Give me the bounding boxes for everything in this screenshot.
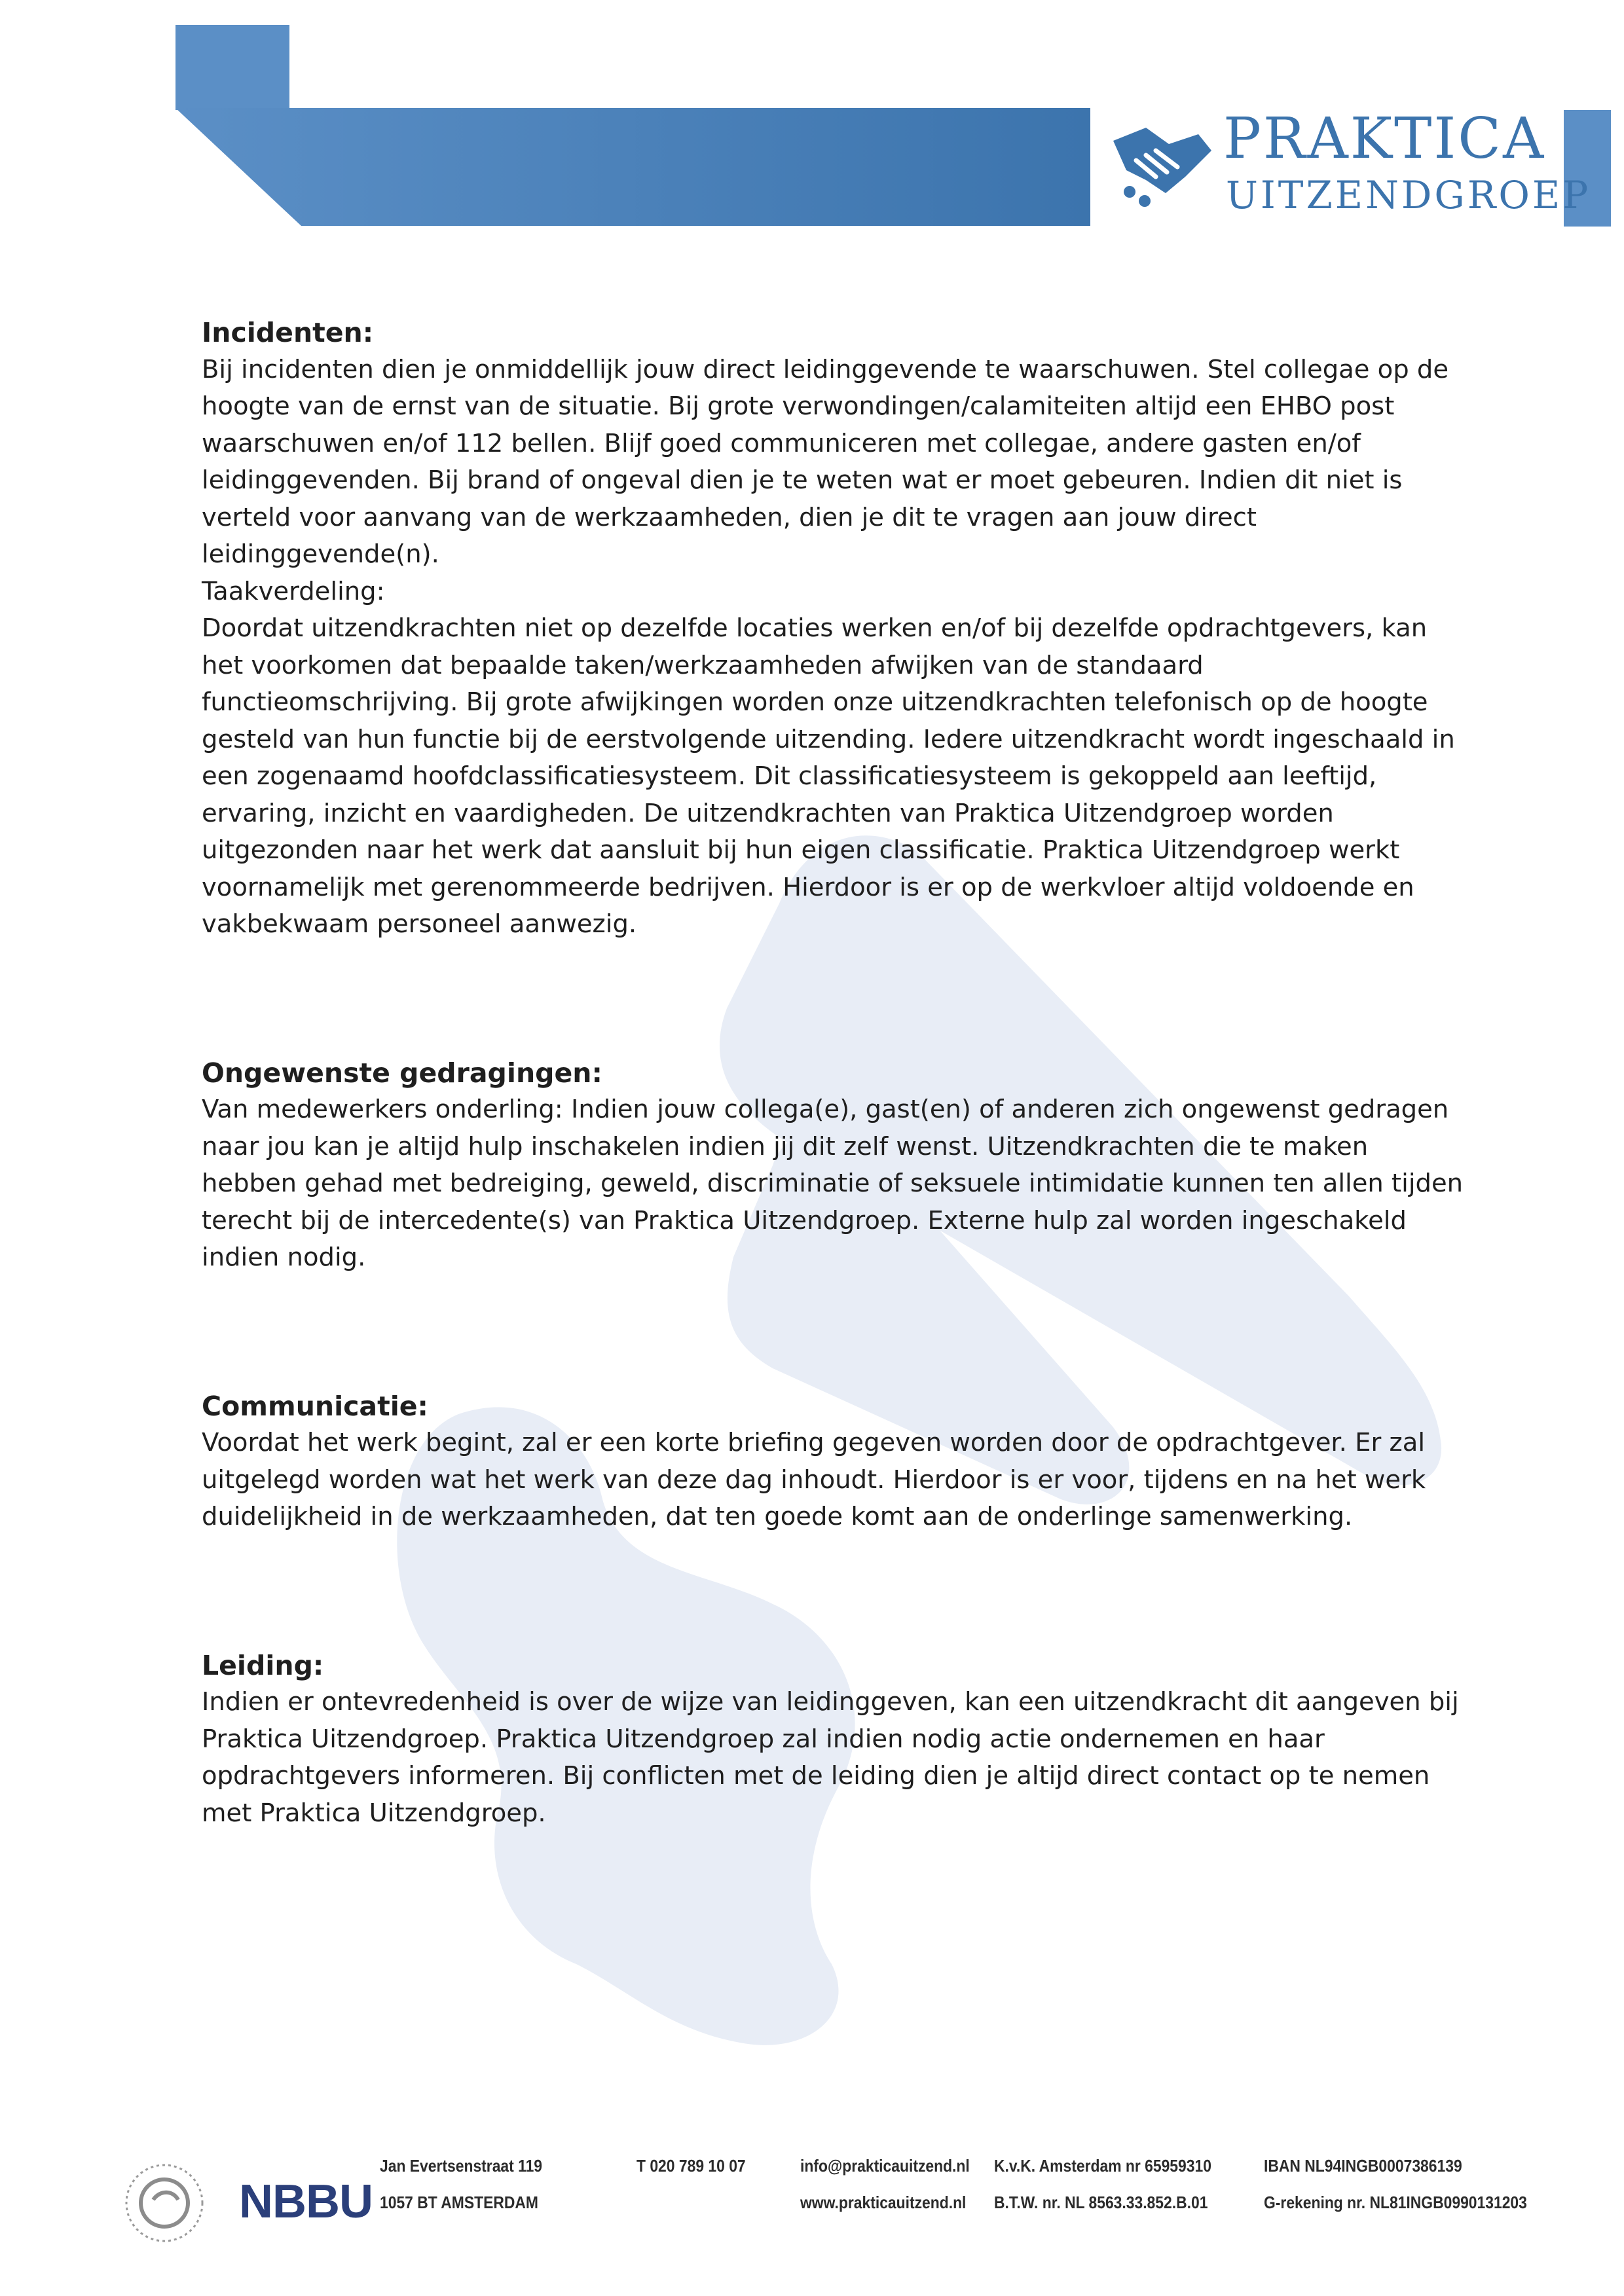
footer-address-line2: 1057 BT AMSTERDAM bbox=[380, 2193, 538, 2212]
handshake-icon bbox=[1107, 115, 1218, 213]
footer-address-line1: Jan Evertsenstraat 119 bbox=[380, 2156, 543, 2176]
logo-wordmark-uitzendgroep: UITZENDGROEP bbox=[1226, 173, 1591, 217]
footer-btw: B.T.W. nr. NL 8563.33.852.B.01 bbox=[994, 2193, 1208, 2212]
footer-registration bbox=[994, 2147, 1211, 2221]
footer-phone: T 020 789 10 07 bbox=[637, 2156, 746, 2176]
section-title: Communicatie: bbox=[202, 1390, 428, 1422]
section-subheading: Taakverdeling: bbox=[202, 576, 385, 606]
footer-banking bbox=[1264, 2147, 1527, 2221]
nbbu-logo: NBBU bbox=[239, 2176, 373, 2228]
section-title: Incidenten: bbox=[202, 317, 374, 348]
section-incidenten bbox=[202, 314, 1466, 943]
section-title: Ongewenste gedragingen: bbox=[202, 1057, 602, 1089]
footer-email[interactable]: info@prakticauitzend.nl bbox=[800, 2156, 970, 2176]
section-paragraph: Doordat uitzendkrachten niet op dezelfde locaties werken en/of bij dezelfde opdrachtgevers, kan het voorkomen dat bepaalde taken/werkzaamheden afwijken van de standaard functieomschrijving. Bij grote afwijkingen worden onze uitzendkrachten telefonisch op de hoogte gesteld van hun functie bij de eerstvolgende uitzending. Iedere uitzendkracht wordt ingeschaald in een zogenaamd hoofdclassificatiesysteem. Dit classificatiesysteem is gekoppeld aan leeftijd, ervaring, inzicht en vaardigheden. De uitzendkrachten van Praktica Uitzendgroep worden uitgezonden naar het werk dat aansluit bij hun eigen classificatie. Praktica Uitzendgroep werkt voornamelijk met gerenommeerde bedrijven. Hierdoor is er op de werkvloer altijd voldoende en vakbekwaam personeel aanwezig. bbox=[202, 613, 1455, 939]
footer-contact bbox=[800, 2147, 970, 2221]
section-paragraph: Voordat het werk begint, zal er een korte briefing gegeven worden door de opdrachtgever. Er zal uitgelegd worden wat het werk van deze dag inhoudt. Hierdoor is er voor, tijdens en na het werk duidelijkheid in de werkzaamheden, dat ten goede komt aan de onderlinge samenwerking. bbox=[202, 1428, 1426, 1531]
footer-website[interactable]: www.prakticauitzend.nl bbox=[800, 2193, 967, 2212]
section-paragraph: Indien er ontevredenheid is over de wijze van leidinggeven, kan een uitzendkracht dit aangeven bij Praktica Uitzendgroep. Praktica Uitzendgroep zal indien nodig actie ondernemen en haar opdrachtgevers informeren. Bij conflicten met de leiding dien je altijd direct contact op te nemen met Praktica Uitzendgroep. bbox=[202, 1687, 1459, 1828]
section-communicatie bbox=[202, 1388, 1466, 1536]
footer-g-rekening: G-rekening nr. NL81INGB0990131203 bbox=[1264, 2193, 1527, 2212]
document-body bbox=[202, 314, 1466, 1832]
footer-address bbox=[380, 2147, 542, 2221]
footer-iban: IBAN NL94INGB0007386139 bbox=[1264, 2156, 1462, 2176]
section-ongewenste-gedragingen bbox=[202, 1055, 1466, 1277]
certification-seal-icon bbox=[122, 2160, 207, 2246]
footer bbox=[0, 2147, 1624, 2252]
praktica-logo bbox=[1107, 106, 1591, 232]
section-paragraph: Bij incidenten dien je onmiddellijk jouw direct leidinggevende te waarschuwen. Stel collegae op de hoogte van de ernst van de situatie. Bij grote verwondingen/calamiteiten altijd een EHBO post waarschuwen en/of 112 bellen. Blijf goed communiceren met collegae, andere gasten en/of leidinggevenden. Bij brand of ongeval dien je te weten wat er moet gebeuren. Indien dit niet is verteld voor aanvang van de werkzaamheden, dien je dit te vragen aan jouw direct leidinggevende(n). bbox=[202, 354, 1449, 569]
section-paragraph: Van medewerkers onderling: Indien jouw collega(e), gast(en) of anderen zich ongewenst gedragen naar jou kan je altijd hulp inschakelen indien jij dit zelf wenst. Uitzendkrachten die te maken hebben gehad met bedreiging, geweld, discriminatie of seksuele intimidatie kunnen ten allen tijden terecht bij de intercedente(s) van Praktica Uitzendgroep. Externe hulp zal worden ingeschakeld indien nodig. bbox=[202, 1095, 1464, 1272]
section-title: Leiding: bbox=[202, 1649, 324, 1681]
logo-wordmark-praktica: PRAKTICA bbox=[1223, 106, 1546, 172]
footer-kvk: K.v.K. Amsterdam nr 65959310 bbox=[994, 2156, 1211, 2176]
section-leiding bbox=[202, 1647, 1466, 1832]
